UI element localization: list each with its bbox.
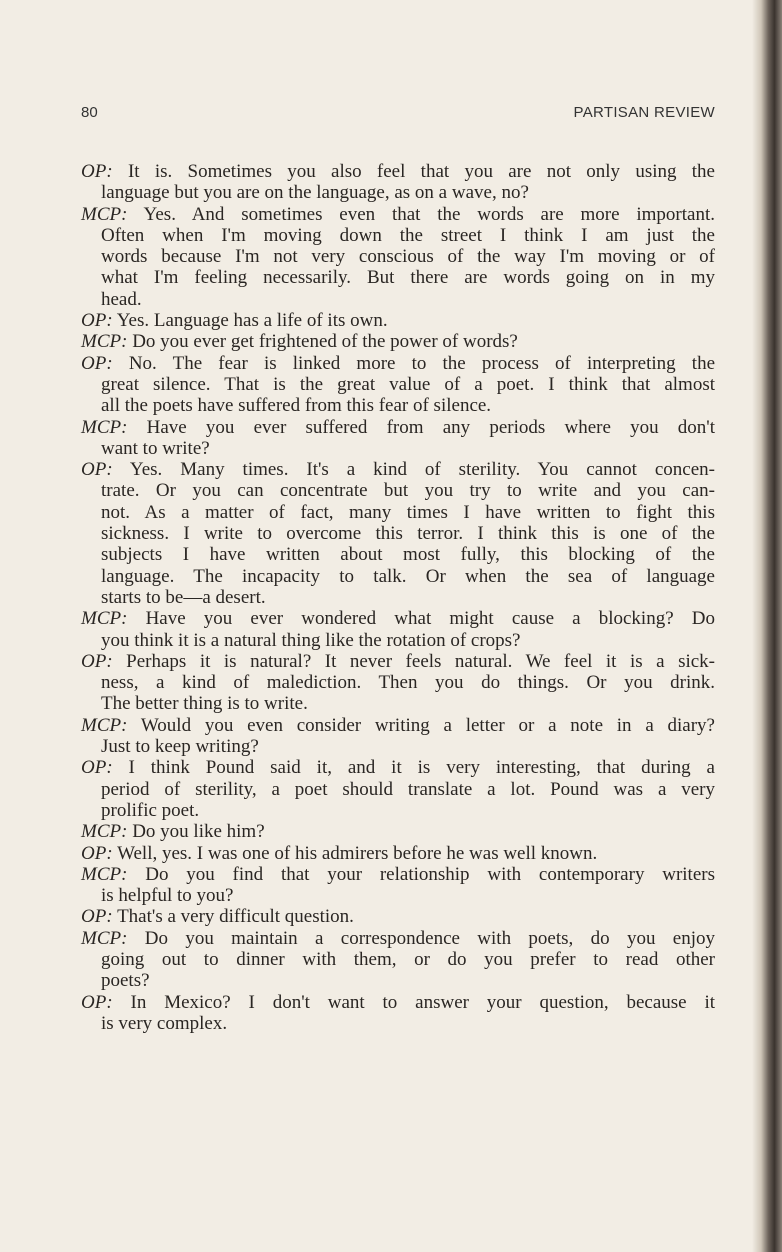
- line-text: Do you find that your relationship with contemporary writers: [145, 863, 715, 885]
- text-line: [81, 417, 715, 438]
- line-text: sickness. I write to overcome this terror. I think this is one of the: [101, 523, 715, 545]
- text-line: [81, 480, 715, 501]
- line-text: going out to dinner with them, or do you prefer to read other: [101, 948, 715, 970]
- interview-exchange: [81, 608, 715, 651]
- running-header: [81, 104, 715, 126]
- speaker-label: OP:: [81, 459, 113, 481]
- speaker-label: OP:: [81, 161, 113, 182]
- interview-text: [81, 161, 715, 1034]
- text-line: [81, 630, 715, 651]
- text-line: [81, 992, 715, 1013]
- line-text: all the poets have suffered from this fear of silence.: [101, 395, 492, 417]
- text-line: [81, 843, 715, 864]
- line-text: trate. Or you can concentrate but you try to write and you can-: [101, 480, 715, 502]
- line-text: Yes. Language has a life of its own.: [116, 310, 388, 332]
- text-line: [81, 800, 715, 821]
- text-line: [81, 182, 715, 203]
- text-line: [81, 161, 715, 182]
- line-text: Have you ever suffered from any periods where you don't: [146, 416, 715, 438]
- interview-exchange: [81, 417, 715, 460]
- interview-exchange: [81, 821, 715, 842]
- speaker-label: MCP:: [81, 608, 128, 630]
- line-text: want to write?: [101, 437, 210, 459]
- journal-title: PARTISAN REVIEW: [573, 104, 715, 121]
- interview-exchange: [81, 928, 715, 992]
- text-line: [81, 757, 715, 778]
- text-line: [81, 949, 715, 970]
- line-text: head.: [101, 288, 142, 310]
- line-text: The better thing is to write.: [101, 693, 308, 715]
- text-line: [81, 459, 715, 480]
- text-line: [81, 289, 715, 310]
- book-binding-edge: [752, 0, 782, 1252]
- line-text: Have you ever wondered what might cause a blocking? Do: [145, 608, 715, 630]
- speaker-label: OP:: [81, 842, 113, 864]
- text-line: [81, 779, 715, 800]
- line-text: Do you ever get frightened of the power of words?: [132, 331, 518, 353]
- text-line: [81, 353, 715, 374]
- interview-exchange: [81, 331, 715, 352]
- line-text: Just to keep writing?: [101, 736, 259, 758]
- text-line: [81, 715, 715, 736]
- interview-exchange: [81, 651, 715, 715]
- line-text: what I'm feeling necessarily. But there are words going on in my: [101, 267, 715, 289]
- speaker-label: MCP:: [81, 821, 128, 843]
- line-text: poets?: [101, 970, 150, 992]
- interview-exchange: [81, 310, 715, 331]
- interview-exchange: [81, 353, 715, 417]
- text-line: [81, 1013, 715, 1034]
- text-line: [81, 906, 715, 927]
- line-text: is helpful to you?: [101, 885, 234, 907]
- text-line: [81, 672, 715, 693]
- speaker-label: MCP:: [81, 203, 128, 225]
- text-line: [81, 310, 715, 331]
- text-line: [81, 970, 715, 991]
- interview-exchange: [81, 906, 715, 927]
- speaker-label: OP:: [81, 650, 113, 672]
- speaker-label: MCP:: [81, 927, 128, 949]
- interview-exchange: [81, 843, 715, 864]
- line-text: is very complex.: [101, 1012, 228, 1034]
- line-text: Often when I'm moving down the street I think I am just the: [101, 224, 715, 246]
- line-text: words because I'm not very conscious of the way I'm moving or of: [101, 246, 715, 268]
- text-line: [81, 523, 715, 544]
- text-line: [81, 566, 715, 587]
- line-text: language but you are on the language, as on a wave, no?: [101, 182, 529, 204]
- interview-exchange: [81, 204, 715, 310]
- line-text: Well, yes. I was one of his admirers before he was well known.: [117, 842, 598, 864]
- line-text: subjects I have written about most fully, this blocking of the: [101, 544, 715, 566]
- line-text: That's a very difficult question.: [117, 906, 354, 928]
- text-line: [81, 608, 715, 629]
- line-text: Perhaps it is natural? It never feels natural. We feel it is a sick-: [126, 650, 716, 672]
- line-text: Do you maintain a correspondence with poets, do you enjoy: [144, 927, 716, 949]
- line-text: not. As a matter of fact, many times I have written to fight this: [101, 501, 715, 523]
- interview-exchange: [81, 459, 715, 608]
- speaker-label: OP:: [81, 906, 113, 928]
- line-text: you think it is a natural thing like the rotation of crops?: [101, 629, 521, 651]
- line-text: Would you even consider writing a letter or a note in a diary?: [140, 714, 715, 736]
- page-number: 80: [81, 104, 98, 121]
- text-line: [81, 374, 715, 395]
- line-text: great silence. That is the great value of a poet. I think that almost: [101, 373, 715, 395]
- line-text: I think Pound said it, and it is very interesting, that during a: [128, 757, 715, 779]
- interview-exchange: [81, 864, 715, 907]
- line-text: Yes. And sometimes even that the words are more important.: [143, 203, 715, 225]
- text-line: [81, 225, 715, 246]
- text-line: [81, 204, 715, 225]
- line-text: ness, a kind of malediction. Then you do things. Or you drink.: [101, 672, 715, 694]
- speaker-label: OP:: [81, 991, 113, 1013]
- speaker-label: OP:: [81, 310, 113, 332]
- text-line: [81, 502, 715, 523]
- text-line: [81, 438, 715, 459]
- speaker-label: OP:: [81, 757, 113, 779]
- text-line: [81, 331, 715, 352]
- speaker-label: MCP:: [81, 863, 128, 885]
- speaker-label: MCP:: [81, 714, 128, 736]
- line-text: language. The incapacity to talk. Or when the sea of language: [101, 565, 715, 587]
- text-line: [81, 267, 715, 288]
- text-line: [81, 928, 715, 949]
- text-line: [81, 885, 715, 906]
- line-text: Yes. Many times. It's a kind of sterility. You cannot concen-: [129, 459, 715, 481]
- text-line: [81, 246, 715, 267]
- line-text: Do you like him?: [132, 821, 265, 843]
- line-text: No. The fear is linked more to the process of interpreting the: [128, 352, 715, 374]
- interview-exchange: [81, 992, 715, 1035]
- line-text: It is. Sometimes you also feel that you are not only using the: [127, 161, 715, 182]
- text-line: [81, 651, 715, 672]
- text-line: [81, 693, 715, 714]
- line-text: period of sterility, a poet should translate a lot. Pound was a very: [101, 778, 715, 800]
- interview-exchange: [81, 757, 715, 821]
- line-text: In Mexico? I don't want to answer your question, because it: [130, 991, 716, 1013]
- text-line: [81, 587, 715, 608]
- text-line: [81, 821, 715, 842]
- text-line: [81, 736, 715, 757]
- text-line: [81, 395, 715, 416]
- text-line: [81, 544, 715, 565]
- speaker-label: MCP:: [81, 416, 128, 438]
- interview-exchange: [81, 715, 715, 758]
- text-line: [81, 864, 715, 885]
- speaker-label: OP:: [81, 352, 113, 374]
- line-text: prolific poet.: [101, 799, 200, 821]
- interview-exchange: [81, 161, 715, 204]
- line-text: starts to be—a desert.: [101, 586, 266, 608]
- speaker-label: MCP:: [81, 331, 128, 353]
